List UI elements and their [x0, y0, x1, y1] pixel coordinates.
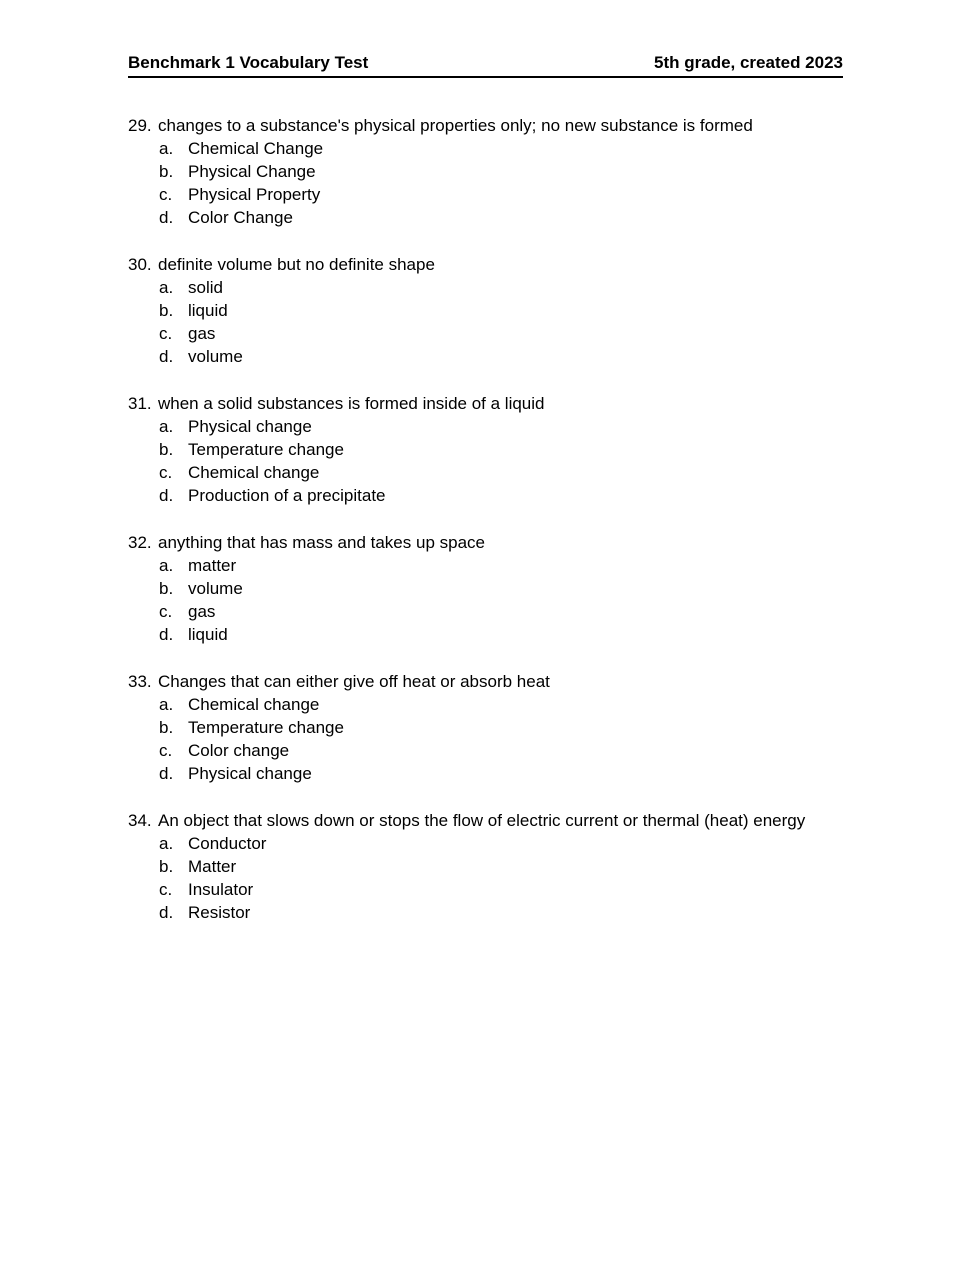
answer-option — [128, 855, 888, 878]
document-subtitle: 5th grade, created 2023 — [654, 53, 843, 72]
option-text: Chemical change — [188, 695, 320, 714]
answer-option — [128, 577, 888, 600]
answer-option — [128, 160, 888, 183]
answer-option — [128, 739, 888, 762]
option-letter: b. — [159, 162, 174, 181]
option-text: matter — [188, 556, 237, 575]
answer-option — [128, 183, 888, 206]
answer-option — [128, 484, 888, 507]
question-block-34 — [128, 809, 888, 924]
option-letter: d. — [159, 764, 174, 783]
option-text: Matter — [188, 857, 237, 876]
option-text: Physical change — [188, 764, 312, 783]
answer-option — [128, 322, 888, 345]
question-line — [128, 392, 888, 415]
option-text: Resistor — [188, 903, 251, 922]
question-block-31 — [128, 392, 888, 507]
option-letter: a. — [159, 417, 174, 436]
option-letter: c. — [159, 463, 173, 482]
question-line — [128, 253, 888, 276]
answer-option — [128, 345, 888, 368]
option-letter: a. — [159, 139, 174, 158]
question-line — [128, 531, 888, 554]
question-number: 31. — [128, 394, 152, 413]
option-letter: c. — [159, 602, 173, 621]
option-text: volume — [188, 347, 243, 366]
option-letter: c. — [159, 880, 173, 899]
option-letter: d. — [159, 208, 174, 227]
answer-option — [128, 137, 888, 160]
option-letter: b. — [159, 579, 174, 598]
option-text: gas — [188, 602, 216, 621]
question-number: 34. — [128, 811, 152, 830]
option-letter: c. — [159, 185, 173, 204]
answer-option — [128, 206, 888, 229]
option-text: volume — [188, 579, 243, 598]
option-letter: b. — [159, 301, 174, 320]
option-letter: b. — [159, 857, 174, 876]
option-letter: d. — [159, 903, 174, 922]
option-text: Chemical Change — [188, 139, 324, 158]
questions-list — [128, 114, 888, 948]
option-letter: b. — [159, 440, 174, 459]
option-text: Physical change — [188, 417, 312, 436]
question-line — [128, 114, 888, 137]
answer-option — [128, 762, 888, 785]
question-block-33 — [128, 670, 888, 785]
option-letter: a. — [159, 278, 174, 297]
question-text: anything that has mass and takes up space — [158, 533, 485, 552]
option-text: Temperature change — [188, 718, 344, 737]
question-text: An object that slows down or stops the flow of electric current or thermal (heat) energy — [158, 811, 806, 830]
question-text: changes to a substance's physical properties only; no new substance is formed — [158, 116, 753, 135]
question-line — [128, 809, 888, 832]
question-block-29 — [128, 114, 888, 229]
option-text: gas — [188, 324, 216, 343]
answer-option — [128, 276, 888, 299]
option-text: Color Change — [188, 208, 293, 227]
question-line — [128, 670, 888, 693]
answer-option — [128, 438, 888, 461]
document-header — [128, 53, 843, 78]
option-letter: a. — [159, 834, 174, 853]
option-letter: a. — [159, 695, 174, 714]
option-letter: c. — [159, 324, 173, 343]
option-text: liquid — [188, 301, 228, 320]
answer-option — [128, 832, 888, 855]
question-text: definite volume but no definite shape — [158, 255, 435, 274]
question-text: Changes that can either give off heat or absorb heat — [158, 672, 550, 691]
option-text: Temperature change — [188, 440, 344, 459]
question-block-30 — [128, 253, 888, 368]
option-text: Chemical change — [188, 463, 320, 482]
option-text: Color change — [188, 741, 290, 760]
answer-option — [128, 693, 888, 716]
option-text: solid — [188, 278, 223, 297]
answer-option — [128, 554, 888, 577]
option-letter: b. — [159, 718, 174, 737]
option-letter: c. — [159, 741, 173, 760]
answer-option — [128, 415, 888, 438]
answer-option — [128, 716, 888, 739]
option-letter: d. — [159, 347, 174, 366]
option-text: Physical Property — [188, 185, 321, 204]
option-text: Production of a precipitate — [188, 486, 386, 505]
question-number: 33. — [128, 672, 152, 691]
answer-option — [128, 299, 888, 322]
answer-option — [128, 461, 888, 484]
question-number: 29. — [128, 116, 152, 135]
option-letter: a. — [159, 556, 174, 575]
question-block-32 — [128, 531, 888, 646]
option-text: liquid — [188, 625, 228, 644]
answer-option — [128, 878, 888, 901]
answer-option — [128, 600, 888, 623]
question-number: 30. — [128, 255, 152, 274]
option-text: Insulator — [188, 880, 254, 899]
document-title: Benchmark 1 Vocabulary Test — [128, 53, 369, 72]
option-letter: d. — [159, 486, 174, 505]
answer-option — [128, 623, 888, 646]
answer-option — [128, 901, 888, 924]
question-text: when a solid substances is formed inside of a liquid — [158, 394, 545, 413]
question-number: 32. — [128, 533, 152, 552]
option-text: Physical Change — [188, 162, 316, 181]
option-text: Conductor — [188, 834, 267, 853]
option-letter: d. — [159, 625, 174, 644]
